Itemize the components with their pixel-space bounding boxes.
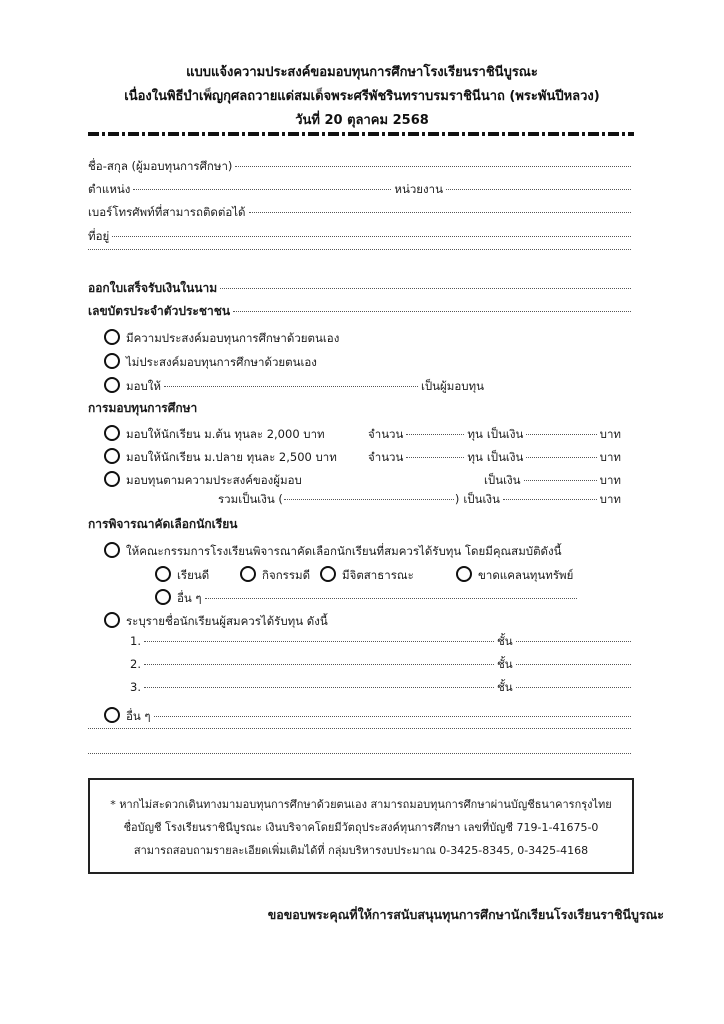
radio-circle-icon[interactable] <box>240 566 256 582</box>
radio-circle-icon[interactable] <box>155 566 171 582</box>
selection-heading: การพิจารณาคัดเลือกนักเรียน <box>88 517 238 531</box>
count-label: จำนวน <box>368 427 404 441</box>
other-line2-input[interactable] <box>88 728 631 729</box>
grade-input[interactable] <box>516 641 631 642</box>
quality-label: อื่น ๆ <box>177 591 202 605</box>
option-label: อื่น ๆ <box>126 709 151 723</box>
amount-label: เป็นเงิน <box>486 450 524 464</box>
named-student-row <box>130 633 634 649</box>
agency-input[interactable] <box>446 189 631 190</box>
other-selection-option[interactable] <box>104 704 634 724</box>
amount-input[interactable] <box>526 457 596 458</box>
quality-activities[interactable] <box>240 563 310 583</box>
currency-label: บาท <box>599 492 621 506</box>
count-label: จำนวน <box>368 450 404 464</box>
position-label: ตำแหน่ง <box>88 182 131 196</box>
other-line3-row <box>88 756 634 757</box>
grade-label: ชั้น <box>496 680 513 694</box>
total-row <box>218 491 621 507</box>
option-label: มอบให้นักเรียน ม.ต้น ทุนละ 2,000 บาท <box>126 427 325 441</box>
form-subtitle: เนื่องในพิธีบำเพ็ญกุศลถวายแด่สมเด็จพระศรีพัชรินทราบรมราชินีนาถ (พระพันปีหลวง) <box>124 89 600 104</box>
other-line2-row <box>88 731 634 732</box>
agency-label: หน่วยงาน <box>394 182 443 196</box>
scholarship-heading-row <box>88 400 197 416</box>
phone-field-row <box>88 204 634 220</box>
note-line-2: ชื่อบัญชี โรงเรียนราชินีบูรณะ เงินบริจาคโดยมีวัตถุประสงค์ทุนการศึกษา เลขที่บัญชี 719-1-41675-0 <box>123 821 599 834</box>
radio-circle-icon[interactable] <box>104 448 120 464</box>
grade-label: ชั้น <box>496 634 513 648</box>
other-line3-input[interactable] <box>88 753 631 754</box>
address-input[interactable] <box>112 236 631 237</box>
quality-label: มีจิตสาธารณะ <box>342 568 414 582</box>
radio-circle-icon[interactable] <box>104 612 120 628</box>
count-input[interactable] <box>406 457 464 458</box>
quality-other[interactable] <box>155 586 580 606</box>
name-label: ชื่อ-สกุล (ผู้มอบทุนการศึกษา) <box>88 159 233 173</box>
radio-circle-icon[interactable] <box>104 707 120 723</box>
amount-label: เป็นเงิน <box>486 427 524 441</box>
option-label: ไม่ประสงค์มอบทุนการศึกษาด้วยตนเอง <box>126 355 317 369</box>
currency-label: บาท <box>599 473 621 487</box>
amount-input[interactable] <box>526 434 596 435</box>
receipt-name-row <box>88 280 634 296</box>
name-input[interactable] <box>235 166 631 167</box>
id-card-row <box>88 303 634 319</box>
quality-other-input[interactable] <box>205 598 577 599</box>
row-number: 3. <box>130 680 141 694</box>
currency-label: บาท <box>599 450 621 464</box>
grade-input[interactable] <box>516 687 631 688</box>
other-selection-input[interactable] <box>154 716 631 717</box>
receipt-name-input[interactable] <box>220 288 631 289</box>
quality-label: กิจกรรมดี <box>262 568 311 582</box>
radio-circle-icon[interactable] <box>104 329 120 345</box>
selection-heading-row <box>88 516 237 532</box>
option-label: ให้คณะกรรมการโรงเรียนพิจารณาคัดเลือกนักเรียนที่สมควรได้รับทุน โดยมีคุณสมบัติดังนี้ <box>126 544 562 558</box>
radio-circle-icon[interactable] <box>104 377 120 393</box>
senior-scholarship-option[interactable] <box>104 445 621 465</box>
radio-circle-icon[interactable] <box>320 566 336 582</box>
form-title: แบบแจ้งความประสงค์ขอมอบทุนการศึกษาโรงเรียนราชินีบูรณะ <box>186 65 538 80</box>
amount-label: เป็นเงิน <box>484 473 521 487</box>
option-label: ระบุรายชื่อนักเรียนผู้สมควรได้รับทุน ดังนี้ <box>126 614 328 628</box>
grade-label: ชั้น <box>496 657 513 671</box>
named-student-row <box>130 656 634 672</box>
receipt-name-label: ออกใบเสร็จรับเงินในนาม <box>88 281 218 295</box>
custom-scholarship-option[interactable] <box>104 468 621 488</box>
amount-input[interactable] <box>524 480 597 481</box>
name-field-row <box>88 158 634 174</box>
id-card-input[interactable] <box>233 311 631 312</box>
delegate-name-input[interactable] <box>164 386 418 387</box>
radio-circle-icon[interactable] <box>104 471 120 487</box>
grade-input[interactable] <box>516 664 631 665</box>
note-line-1: * หากไม่สะดวกเดินทางมามอบทุนการศึกษาด้วยตนเอง สามารถมอบทุนการศึกษาผ่านบัญชีธนาคารกรุงไทย <box>110 798 612 811</box>
option-suffix: เป็นผู้มอบทุน <box>420 379 484 393</box>
address-label: ที่อยู่ <box>88 229 110 243</box>
bank-transfer-note <box>88 778 634 874</box>
named-students-option[interactable] <box>104 609 328 629</box>
id-card-label: เลขบัตรประจำตัวประชาชน <box>88 304 231 318</box>
radio-circle-icon[interactable] <box>104 353 120 369</box>
student-name-input[interactable] <box>144 641 494 642</box>
unit-label: ทุน <box>467 427 483 441</box>
total-text-input[interactable] <box>284 499 454 500</box>
option-label: มอบให้ <box>126 379 161 393</box>
quality-label: เรียนดี <box>177 568 210 582</box>
total-close-paren: ) <box>454 492 460 506</box>
quality-good-grades[interactable] <box>155 563 209 583</box>
position-input[interactable] <box>133 189 391 190</box>
student-name-input[interactable] <box>144 664 494 665</box>
address-line2-input[interactable] <box>88 249 631 250</box>
radio-circle-icon[interactable] <box>104 542 120 558</box>
option-label: มอบทุนตามความประสงค์ของผู้มอบ <box>126 473 302 487</box>
radio-circle-icon[interactable] <box>104 425 120 441</box>
option-label: มอบให้นักเรียน ม.ปลาย ทุนละ 2,500 บาท <box>126 450 337 464</box>
scholarship-heading: การมอบทุนการศึกษา <box>88 401 198 415</box>
radio-circle-icon[interactable] <box>155 589 171 605</box>
currency-label: บาท <box>599 427 621 441</box>
quality-label: ขาดแคลนทุนทรัพย์ <box>478 568 574 582</box>
radio-circle-icon[interactable] <box>456 566 472 582</box>
named-student-row <box>130 679 634 695</box>
dash-dot-divider <box>88 132 634 136</box>
note-line-3: สามารถสอบถามรายละเอียดเพิ่มเติมได้ที่ กลุ่มบริหารงบประมาณ 0-3425-8345, 0-3425-4168 <box>133 844 589 857</box>
junior-scholarship-option[interactable] <box>104 422 621 442</box>
self-donate-option[interactable] <box>104 326 339 346</box>
total-amount-label: เป็นเงิน <box>463 492 500 506</box>
thanks-message: ขอขอบพระคุณที่ให้การสนับสนุนทุนการศึกษานักเรียนโรงเรียนราชินีบูรณะ <box>267 907 664 922</box>
position-field-row <box>88 181 634 197</box>
option-label: มีความประสงค์มอบทุนการศึกษาด้วยตนเอง <box>126 331 340 345</box>
form-date: วันที่ 20 ตุลาคม 2568 <box>295 113 429 128</box>
unit-label: ทุน <box>467 450 483 464</box>
student-name-input[interactable] <box>144 687 494 688</box>
phone-input[interactable] <box>249 212 631 213</box>
address-field-row <box>88 228 634 244</box>
address-line2-row <box>88 252 634 253</box>
delegate-option[interactable] <box>104 374 484 394</box>
quality-needy[interactable] <box>456 563 573 583</box>
count-input[interactable] <box>406 434 464 435</box>
phone-label: เบอร์โทรศัพท์ที่สามารถติดต่อได้ <box>88 205 246 219</box>
not-self-donate-option[interactable] <box>104 350 317 370</box>
total-label: รวมเป็นเงิน ( <box>218 492 283 506</box>
quality-public-mind[interactable] <box>320 563 414 583</box>
committee-option[interactable] <box>104 539 562 559</box>
row-number: 2. <box>130 657 141 671</box>
row-number: 1. <box>130 634 141 648</box>
total-amount-input[interactable] <box>503 499 597 500</box>
